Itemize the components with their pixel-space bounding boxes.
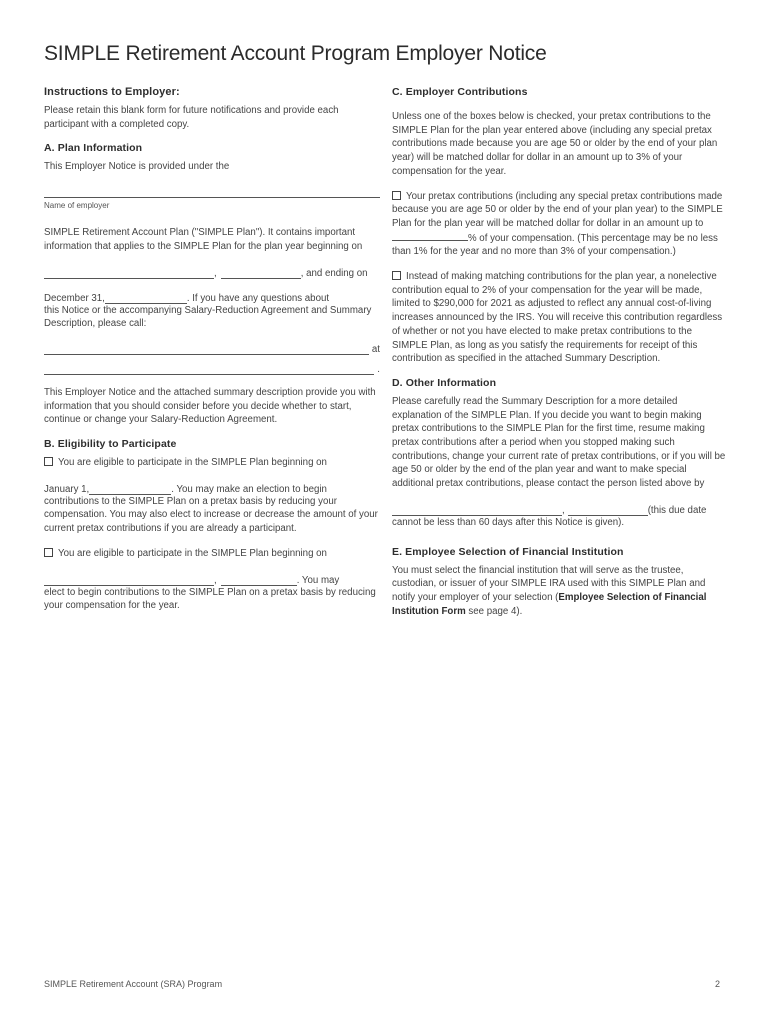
due-comma: , — [562, 504, 565, 516]
section-c-text1: Unless one of the boxes below is checked, your pretax contributions to the SIMPLE Plan for the plan year entered above (including any special pretax contributions made because you are age 50 or older by the end of your plan year) will be matched dollar for dollar in an amount up to 3% of your compensation for the year. — [392, 111, 718, 177]
eligibility-option1-checkbox[interactable] — [44, 457, 53, 466]
section-b-heading: B. Eligibility to Participate — [44, 438, 177, 451]
january-suffix: . You may make an election to begin — [171, 483, 327, 495]
section-b-text1: contributions to the SIMPLE Plan on a pretax basis by reducing your compensation. You may also elect to increase or decrease the amount of your current pretax contributions if you are already a participant. — [44, 495, 378, 535]
section-a-text3: this Notice or the accompanying Salary-Reduction Agreement and Summary Description, please call: — [44, 304, 372, 330]
instructions-heading: Instructions to Employer: — [44, 86, 180, 98]
match-percent-field[interactable] — [392, 231, 468, 241]
section-b-text2: elect to begin contributions to the SIMPLE Plan on a pretax basis by reducing your compensation for the year. — [44, 586, 376, 612]
section-d-heading: D. Other Information — [392, 376, 497, 389]
due-date-field[interactable] — [392, 506, 562, 516]
due-year-field[interactable] — [568, 506, 648, 516]
section-e-form-name: Employee Selection of Financial Institution Form — [392, 591, 707, 617]
eligibility-option2-text: You are eligible to participate in the SIMPLE Plan beginning on — [58, 547, 327, 559]
comma2: , — [214, 574, 217, 586]
you-may: . You may — [296, 574, 340, 586]
employer-name-field[interactable] — [44, 174, 380, 198]
eligibility-option1-text: You are eligible to participate in the SIMPLE Plan beginning on — [58, 457, 327, 469]
eligibility-year-field[interactable] — [89, 485, 171, 495]
eligibility-option2-checkbox[interactable] — [44, 548, 53, 557]
section-a-heading: A. Plan Information — [44, 142, 143, 155]
eligibility2-year-field[interactable] — [221, 576, 297, 586]
contact-phone-field[interactable] — [44, 365, 374, 375]
section-a-text2: SIMPLE Retirement Account Plan ("SIMPLE Plan"). It contains important information that applies to the SIMPLE Plan for the plan year beginning on — [44, 227, 363, 252]
right-column — [392, 86, 728, 618]
matching-option-text-a: Your pretax contributions (including any special pretax contributions made because you are age 50 or older by the end of your plan year) to the SIMPLE Plan for the plan year will be matched dollar for dollar in an amount up to — [392, 190, 723, 229]
section-d-text2: cannot be less than 60 days after this Notice is given). — [392, 516, 625, 528]
and-ending-on: , and ending on — [300, 267, 368, 279]
period: . — [377, 363, 380, 375]
comma: , — [214, 267, 217, 279]
section-c-heading: C. Employer Contributions — [392, 86, 528, 98]
section-e-text-b: see page 4). — [465, 605, 523, 617]
page-number: 2 — [715, 979, 721, 989]
nonelective-option-text: Instead of making matching contributions for the plan year, a nonelective contribution equal to 2% of your compensation for the year will be made, limited to $290,000 for 2021 as adjusted to reflect any annual cost-of-living increases announced by the IRS. You will receive this contribution regardless of whether or not you have elected to make pretax contributions to the SIMPLE Plan, as long as you satisfy the requirements for receipt of this contribution as specified in the attached Summary Description. — [392, 271, 723, 365]
matching-option-checkbox[interactable] — [392, 191, 401, 200]
eligibility2-date-field[interactable] — [44, 576, 214, 586]
employer-name-caption: Name of employer — [44, 201, 110, 211]
december-prefix: December 31, — [44, 292, 105, 304]
plan-end-year-field[interactable] — [105, 294, 187, 304]
matching-option-text-b: % of your compensation. (This percentage may be no less than 1% for the year and no more than 3% of your compensation.) — [392, 232, 718, 258]
page-title: SIMPLE Retirement Account Program Employer Notice — [44, 42, 547, 65]
plan-start-year-field[interactable] — [221, 269, 301, 279]
january-prefix: January 1, — [44, 483, 90, 495]
instructions-text: Please retain this blank form for future notifications and provide each participant with a completed copy. — [44, 105, 339, 130]
left-column — [44, 86, 380, 613]
plan-start-month-day-field[interactable] — [44, 269, 214, 279]
section-d-text1: Please carefully read the Summary Description for a more detailed explanation of the SIMPLE Plan. If you decide you want to begin making pretax contributions to the SIMPLE Plan for the first time, resume making pretax contributions after a period when you stopped making such contributions, change your current rate of pretax contributions, or if you will be age 50 or older by the end of the plan year and want to make special additional pretax contributions, please contact the person listed above by — [392, 395, 726, 490]
section-a-text: This Employer Notice is provided under the — [44, 161, 230, 173]
contact-name-field[interactable] — [44, 345, 369, 355]
section-e-heading: E. Employee Selection of Financial Institution — [392, 545, 624, 558]
section-a-text4: This Employer Notice and the attached summary description provide you with information that you should consider before you decide whether to start, continue or change your Salary-Reduction Agreement. — [44, 386, 376, 426]
due-date-note: (this due date — [647, 504, 707, 516]
section-e-text-a: You must select the financial institution that will serve as the trustee, custodian, or issuer of your SIMPLE IRA used with this SIMPLE Plan and notify your employer of your selection ( — [392, 564, 706, 603]
december-suffix: . If you have any questions about — [186, 292, 330, 304]
footer-program-name: SIMPLE Retirement Account (SRA) Program — [44, 979, 223, 989]
nonelective-option-checkbox[interactable] — [392, 271, 401, 280]
at-label: at — [371, 343, 380, 355]
